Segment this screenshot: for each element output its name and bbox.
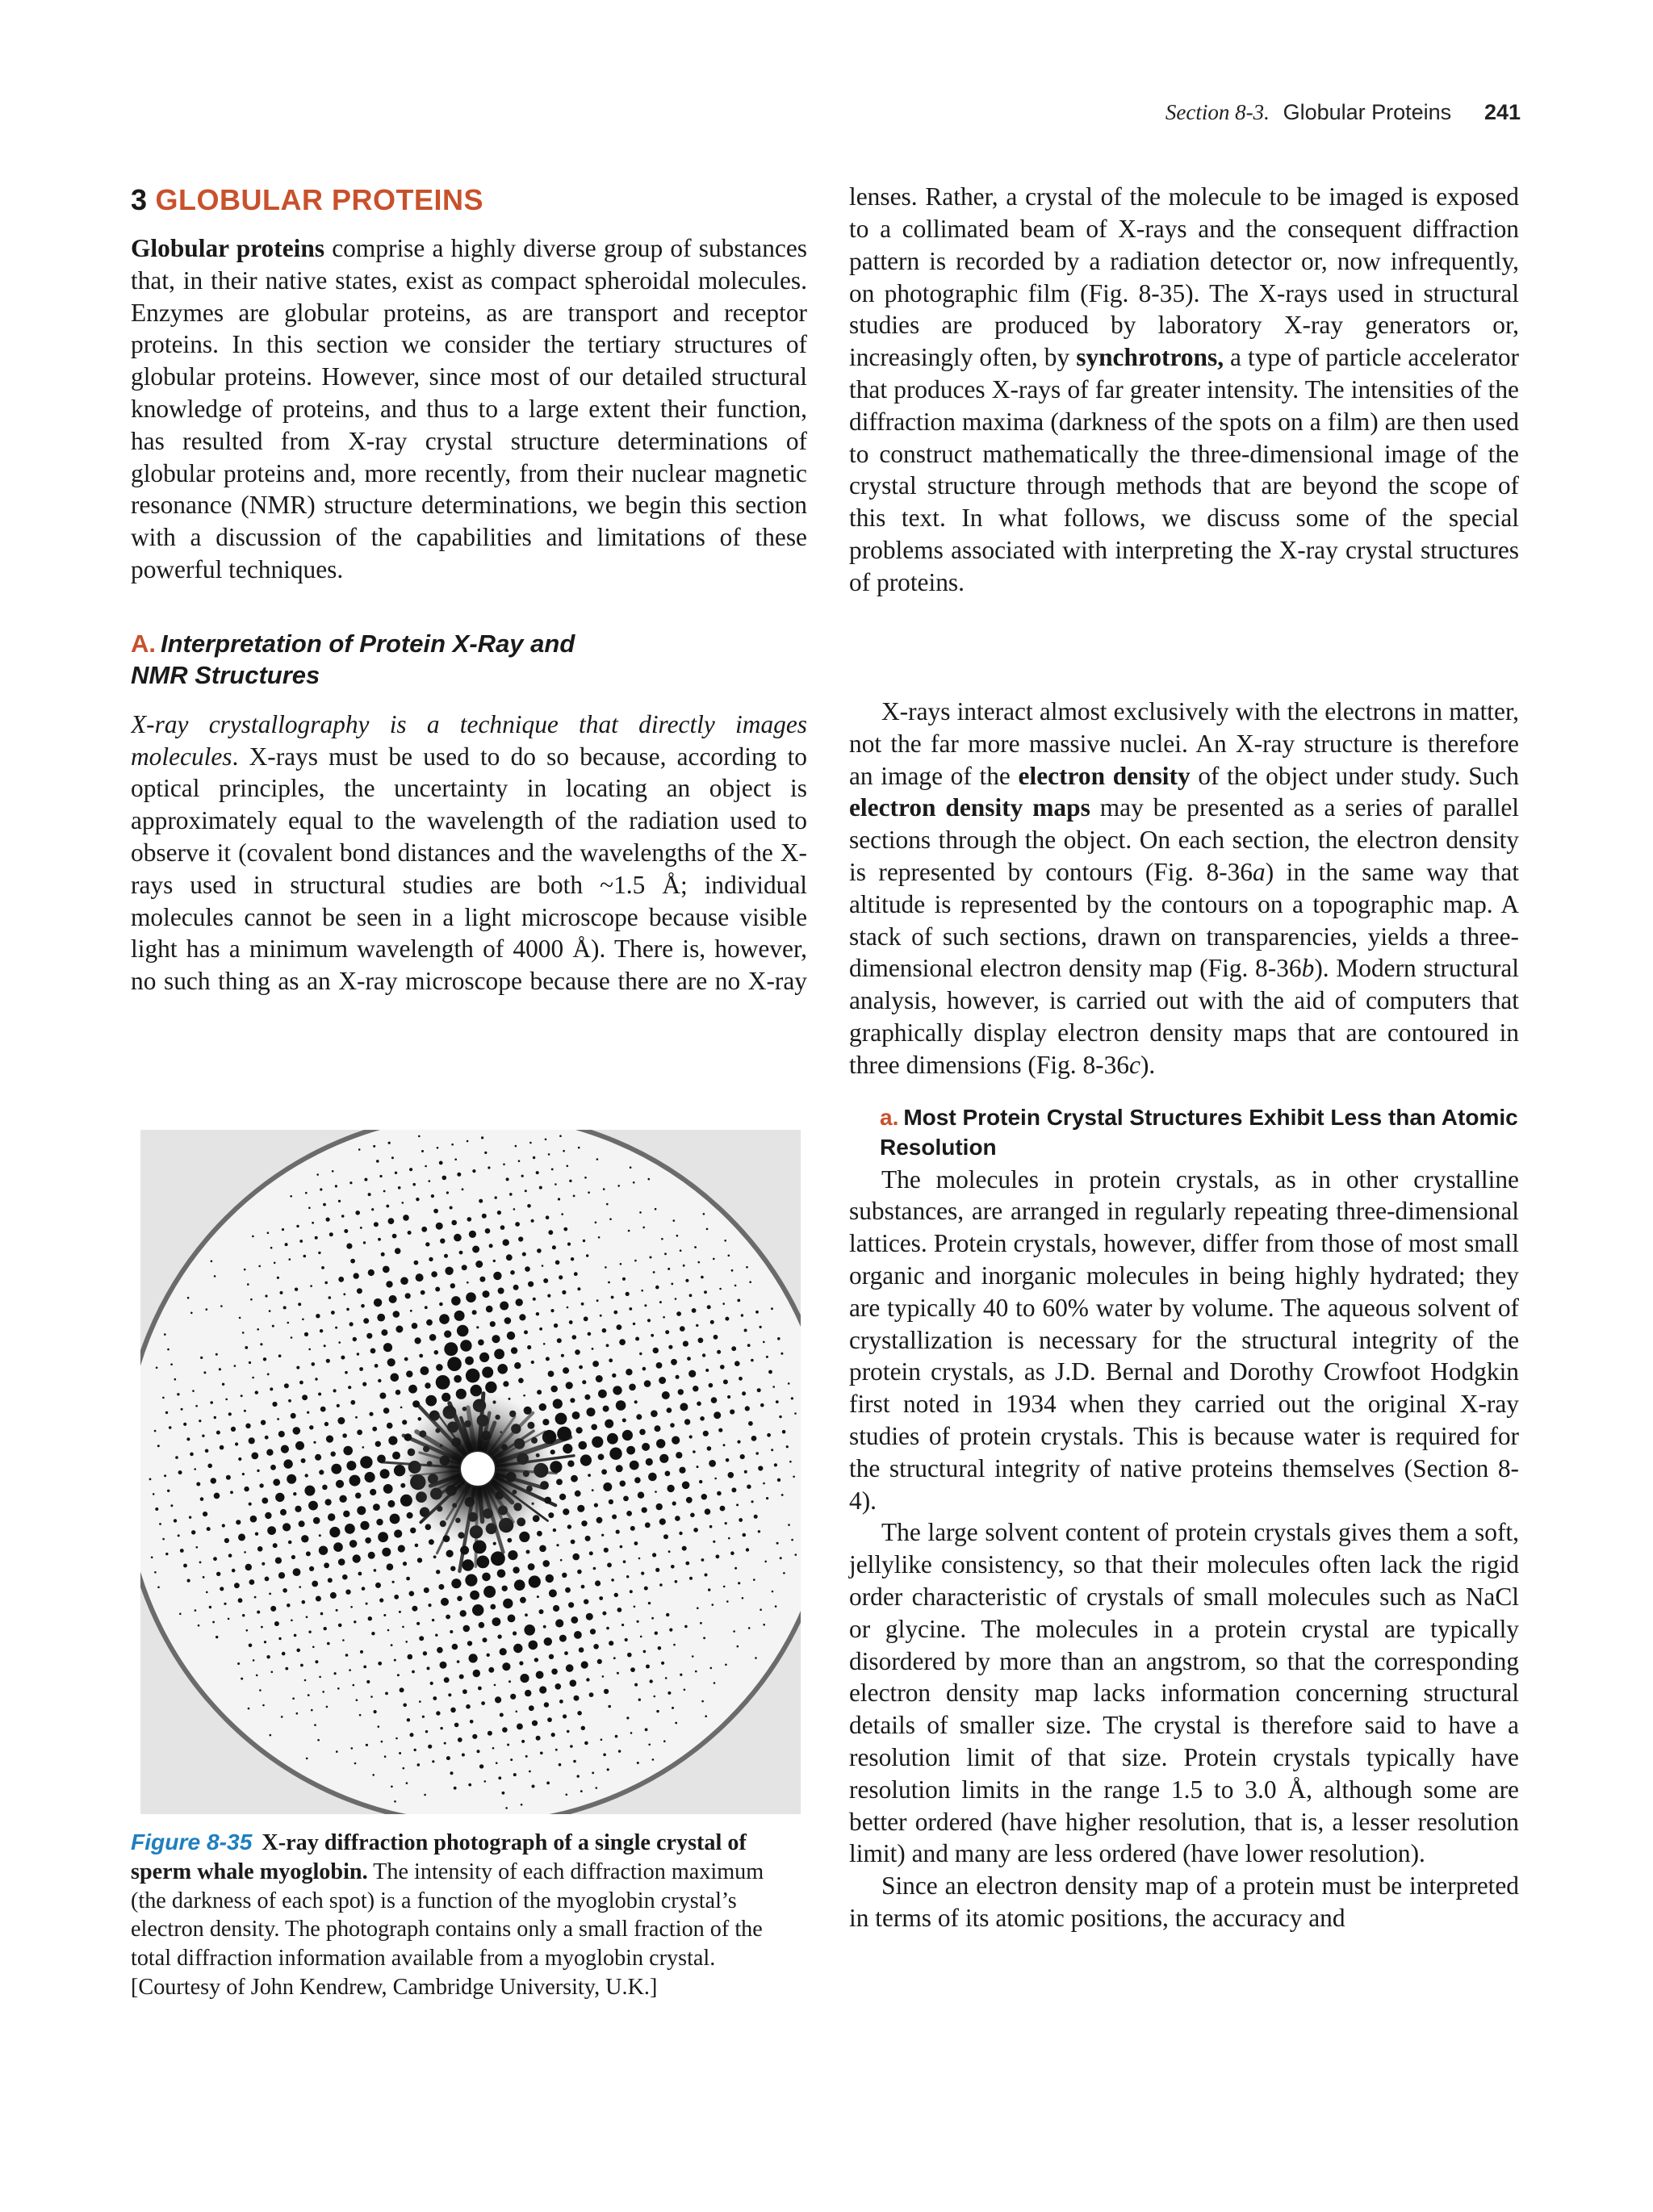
subsection-letter: A. <box>131 629 156 658</box>
intro-text: comprise a highly diverse group of substances that, in their native states, exist as compact spheroidal molecules. Enzymes are globular proteins, as are transport and receptor proteins. In this section we consider the tertiary structures of globular proteins. However, since most of our detailed structural knowledge of proteins, and thus to a large extent their function, has resulted from X-ray crystal structure determinations of globular proteins and, more recently, from their nuclear magnetic resonance (NMR) structure determinations, we begin this section with a discussion of the capabilities and limitations of these powerful techniques. <box>131 234 807 583</box>
xray-paragraph-start <box>131 709 807 999</box>
paragraph-title: Most Protein Crystal Structures Exhibit Less than Atomic Resolution <box>880 1104 1518 1160</box>
electron-density-paragraph <box>849 696 1519 1081</box>
hydration-paragraph: The molecules in protein crystals, as in other crystalline substances, are arranged in regularly repeating three-dimensional lattices. Protein crystals, however, differ from those of most small organic and inorganic molecules in being highly hydrated; they are typically 40 to 60% water by volume. The aqueous solvent of crystallization is necessary for the structural integrity of the protein crystals, as J.D. Bernal and Dorothy Crowfoot Hodgkin first noted in 1934 when they carried out the original X-ray studies of protein crystals. This is because water is required for the structural integrity of native proteins themselves (Section 8-4). <box>849 1165 1519 1515</box>
ed-text-c: may be presented as a series of parallel sections through the object. On each section, the electron density is represented by contours (Fig. 8-36 <box>849 793 1520 886</box>
page-number: 241 <box>1484 100 1521 124</box>
diffraction-photograph <box>140 1130 801 1814</box>
term-synchrotrons-cont: synchrotrons, <box>1076 343 1224 372</box>
term-electron-density: electron density <box>1018 761 1191 790</box>
paragraph-heading <box>880 1102 1519 1162</box>
running-header <box>1165 100 1521 125</box>
subsection-heading <box>131 628 631 691</box>
header-title: Globular Proteins <box>1283 100 1452 124</box>
fig-ref-a: a <box>1253 857 1266 886</box>
term-electron-density-maps: electron density maps <box>849 793 1090 822</box>
right-column <box>849 182 1519 1934</box>
interpretation-paragraph: Since an electron density map of a protein must be interpreted in terms of its atomic positions, the accuracy and <box>849 1871 1519 1932</box>
term-globular-proteins: Globular proteins <box>131 234 325 262</box>
ed-text-b: of the object under study. Such <box>1190 761 1520 790</box>
left-column <box>131 182 807 999</box>
fig-ref-c: c <box>1129 1050 1140 1079</box>
intro-paragraph <box>131 232 807 586</box>
xray-paragraph-continued <box>849 182 1519 696</box>
section-number: 3 <box>131 183 148 216</box>
beam-stop <box>460 1451 496 1487</box>
resolution-paragraph: The large solvent content of protein crystals gives them a soft, jellylike consistency, so that their molecules often lack the rigid order characteristic of crystals of small molecules such as NaCl or glycine. The molecules in a protein crystal are typically disordered by more than an angstrom, so that the corresponding electron density map lacks information concerning structural details of smaller size. The crystal is therefore said to have a resolution limit of that size. Protein crystals typically have resolution limits in the range 1.5 to 3.0 Å, although some are better ordered (have higher resolution, that is, a lesser resolution limit) and many are less ordered (have lower resolution). <box>849 1518 1519 1868</box>
ed-text-f: ). <box>1140 1050 1156 1079</box>
ed-text-a: X-rays interact almost exclusively with the electrons in matter, not the far more massive nuclei. An X-ray structure is therefore an image of the <box>849 697 1519 790</box>
paragraph-letter: a. <box>880 1104 899 1130</box>
header-section: Section 8-3. <box>1165 100 1270 124</box>
figure-title: X-ray diffraction photograph of a single crystal of sperm whale myoglobin. <box>131 1830 747 1884</box>
ed-text-e: ). Modern structural analysis, however, is carried out with the aid of computers that graphically display electron density maps that are contoured in three dimensions (Fig. 8-36 <box>849 954 1519 1079</box>
subsection-title: Interpretation of Protein X-Ray and NMR Structures <box>131 629 575 689</box>
ed-text-d: ) in the same way that altitude is represented by the contours on a topographic map. A stack of such sections, drawn on transparencies, yields a three-dimensional electron density map (Fig. 8-36 <box>849 857 1520 983</box>
figure-caption-text: The intensity of each diffraction maximum (the darkness of each spot) is a function of the myoglobin crystal’s electron density. The photograph contains only a small fraction of the total diffraction information available from a myoglobin crystal. [Courtesy of John Kendrew, Cambridge University, U.K.] <box>131 1859 764 2000</box>
italic-statement: X-ray crystallography is a technique that directly images molecules <box>131 709 807 771</box>
figure-8-35-image <box>140 1130 801 1814</box>
fig-ref-b: b <box>1301 954 1315 983</box>
section-title: GLOBULAR PROTEINS <box>155 183 484 216</box>
section-heading <box>131 182 807 218</box>
xray-text-1: . X-rays must be used to do so because, according to optical principles, the uncertainty in locating an object is approximately equal to the wavelength of the radiation used to observe it (covalent bond distances and the wavelengths of the X-rays used in structural studies are both ~1.5 Å; individual molecules cannot be seen in a light microscope because visible light has a minimum wavelength of 4000 Å). There is, however, no such thing as an X-ray microscope because there are no X-ray <box>131 742 807 996</box>
xray-text-2-cont: a type of particle accelerator that produces X-rays of far greater intensity. The intensities of the diffraction maxima (darkness of the spots on a film) are then used to construct mathematically the three-dimensional image of the crystal structure through methods that are beyond the scope of this text. In what follows, we discuss some of the special problems associated with interpreting the X-ray crystal structures of proteins. <box>849 343 1519 596</box>
figure-label: Figure 8-35 <box>131 1829 253 1854</box>
figure-caption <box>131 1828 801 2002</box>
xray-text-1-cont: lenses. Rather, a crystal of the molecule to be imaged is exposed to a collimated beam of X-rays and the consequent diffraction pattern is recorded by a radiation detector or, now infrequently, on photographic film (Fig. 8-35). The X-rays used in structural studies are produced by laboratory X-ray generators or, increasingly often, by <box>849 182 1519 372</box>
